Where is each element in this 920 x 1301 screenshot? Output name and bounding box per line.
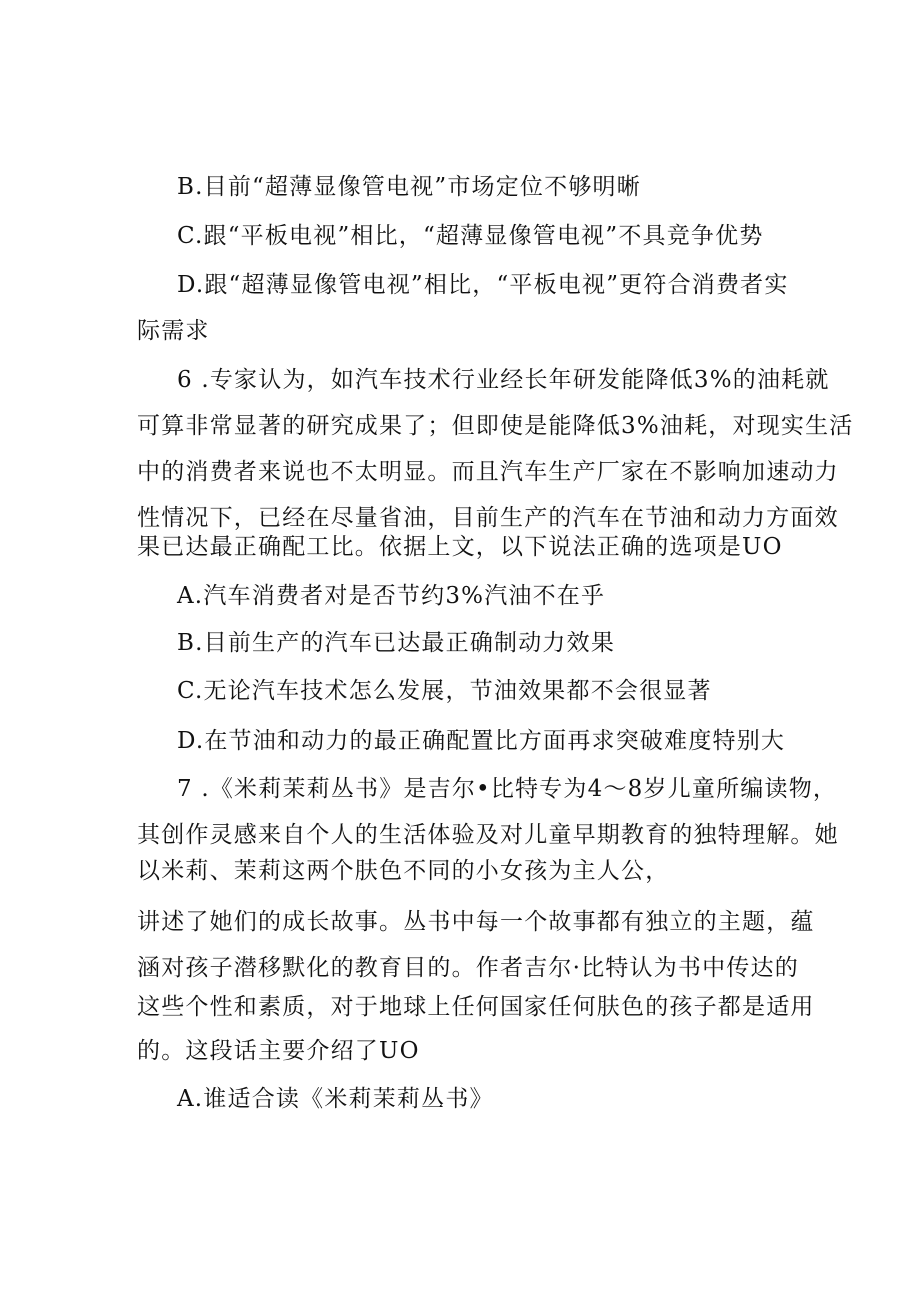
q5-option-d-line2: 际需求	[137, 318, 210, 344]
q7-stem-line: 以米莉、茉莉这两个肤色不同的小女孩为主人公，	[137, 858, 670, 884]
q7-stem-line: 的。这段话主要介绍了UO	[137, 1038, 420, 1064]
q6-option-a: A.汽车消费者对是否节约3%汽油不在乎	[177, 583, 606, 609]
q6-option-b: B.目前生产的汽车已达最正确制动力效果	[177, 630, 616, 656]
q5-option-c: C.跟“平板电视”相比，“超薄显像管电视”不具竞争优势	[177, 223, 764, 249]
q5-option-b: B.目前“超薄显像管电视”市场定位不够明晰	[177, 174, 641, 200]
q5-option-d-line1: D.跟“超薄显像管电视”相比，“平板电视”更符合消费者实	[177, 272, 789, 298]
q6-stem-line: 性情况下，已经在尽量省油，目前生产的汽车在节油和动力方面效	[137, 505, 839, 531]
q6-stem-line: 可算非常显著的研究成果了；但即使是能降低3%油耗，对现实生活	[137, 413, 854, 439]
q7-stem-line: 讲述了她们的成长故事。丛书中每一个故事都有独立的主题，蕴	[137, 909, 815, 935]
q7-option-a: A.谁适合读《米莉茉莉丛书》	[177, 1086, 494, 1112]
q6-stem-line: 中的消费者来说也不太明显。而且汽车生产厂家在不影响加速动力	[137, 459, 839, 485]
q6-stem-line: 果已达最正确配工比。依据上文，以下说法正确的选项是UO	[137, 534, 783, 560]
q6-stem-line: 6 .专家认为，如汽车技术行业经长年研发能降低3%的油耗就	[177, 367, 830, 393]
q6-option-c: C.无论汽车技术怎么发展，节油效果都不会很显著	[177, 678, 712, 704]
q6-option-d: D.在节油和动力的最正确配置比方面再求突破难度特别大	[177, 728, 786, 754]
q7-stem-line: 这些个性和素质，对于地球上任何国家任何肤色的孩子都是适用	[137, 994, 815, 1020]
q7-stem-line: 7 .《米莉茉莉丛书》是吉尔•比特专为4〜8岁儿童所编读物，	[177, 776, 838, 802]
q7-stem-line: 其创作灵感来自个人的生活体验及对儿童早期教育的独特理解。她	[137, 822, 839, 848]
q7-stem-line: 涵对孩子潜移默化的教育目的。作者吉尔·比特认为书中传达的	[137, 955, 799, 981]
